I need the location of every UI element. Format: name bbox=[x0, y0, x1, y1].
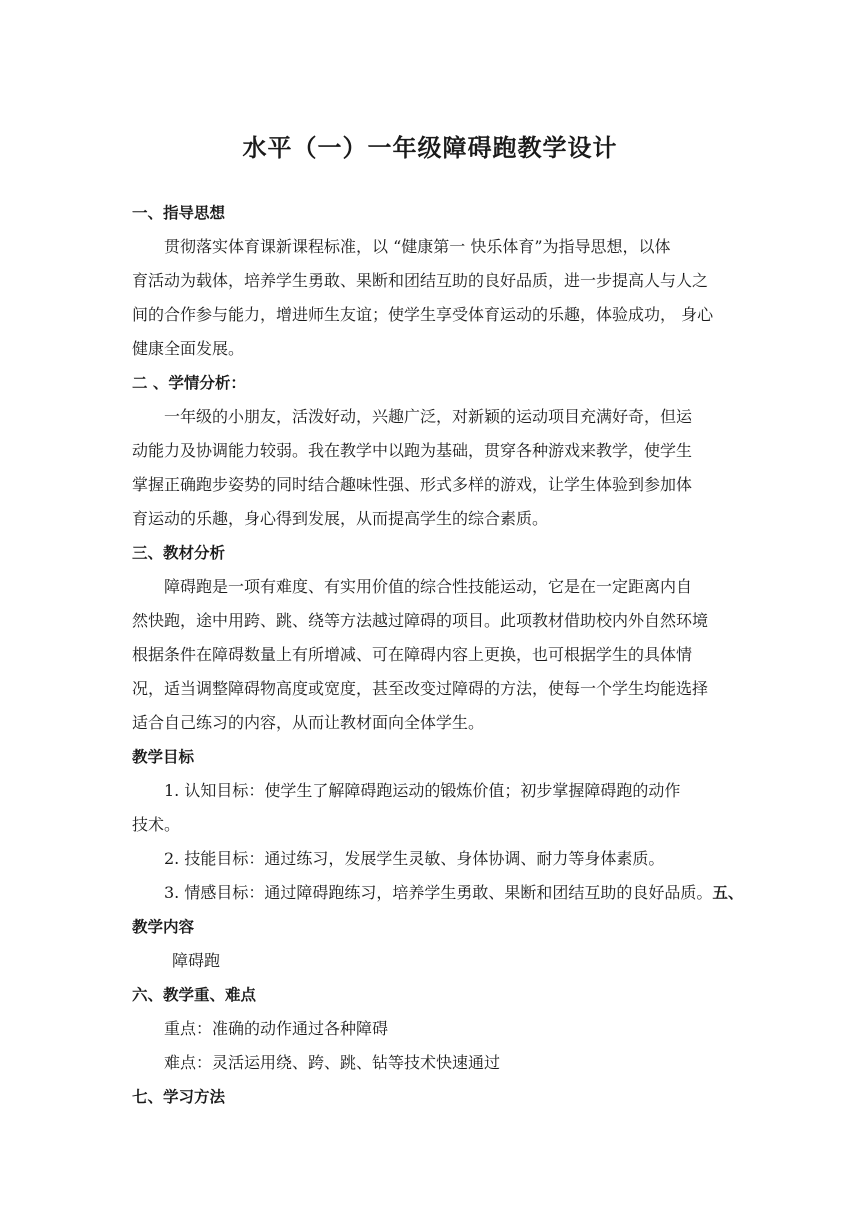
paragraph-teaching-content bbox=[132, 944, 732, 978]
text-line: 育运动的乐趣，身心得到发展，从而提高学生的综合素质。 bbox=[132, 509, 549, 528]
text-line: 适合自己练习的内容，从而让教材面向全体学生。 bbox=[132, 713, 485, 732]
paragraph-material-analysis bbox=[132, 570, 732, 740]
key-point-text: 重点：准确的动作通过各种障碍 bbox=[164, 1019, 389, 1038]
paragraph-student-analysis bbox=[132, 400, 732, 536]
text-line: 况，适当调整障碍物高度或宽度，甚至改变过障碍的方法，使每一个学生均能选择 bbox=[132, 679, 709, 698]
section-heading-teaching-goals: 教学目标 bbox=[132, 748, 195, 766]
text-line: 掌握正确跑步姿势的同时结合趣味性强、形式多样的游戏，让学生体验到参加体 bbox=[132, 475, 693, 494]
document-title: 水平（一）一年级障碍跑教学设计 bbox=[242, 134, 618, 162]
goal-emotional-text: 3. 情感目标：通过障碍跑练习，培养学生勇敢、果断和团结互助的良好品质。 bbox=[164, 883, 713, 902]
section-heading-learning-methods: 七、学习方法 bbox=[132, 1088, 226, 1106]
goal-cognitive-line-2: 技术。 bbox=[132, 815, 181, 834]
goal-skill: 2. 技能目标：通过练习，发展学生灵敏、身体协调、耐力等身体素质。 bbox=[164, 849, 665, 868]
text-line: 然快跑，途中用跨、跳、绕等方法越过障碍的项目。此项教材借助校内外自然环境 bbox=[132, 611, 709, 630]
text-line: 间的合作参与能力，增进师生友谊；使学生享受体育运动的乐趣，体验成功， 身心 bbox=[132, 305, 714, 324]
section-heading-key-points: 六、教学重、难点 bbox=[132, 986, 257, 1004]
section-number-five: 五、 bbox=[712, 884, 744, 902]
text-line: 贯彻落实体育课新课程标准，以 “健康第一 快乐体育”为指导思想，以体 bbox=[164, 237, 671, 256]
paragraph-key-points bbox=[132, 1012, 732, 1080]
text-line: 健康全面发展。 bbox=[132, 339, 245, 358]
document-body bbox=[132, 196, 744, 1114]
goal-cognitive-line-1: 1. 认知目标：使学生了解障碍跑运动的锻炼价值；初步掌握障碍跑的动作 bbox=[164, 781, 681, 800]
text-line: 动能力及协调能力较弱。我在教学中以跑为基础，贯穿各种游戏来教学，使学生 bbox=[132, 441, 693, 460]
paragraph-teaching-goals bbox=[132, 774, 744, 910]
text-line: 育活动为载体，培养学生勇敢、果断和团结互助的良好品质，进一步提高人与人之 bbox=[132, 271, 709, 290]
teaching-content-text: 障碍跑 bbox=[172, 951, 221, 970]
section-heading-student-analysis: 二 、学情分析： bbox=[132, 374, 246, 392]
section-heading-teaching-content: 教学内容 bbox=[132, 918, 195, 936]
section-heading-guiding-ideology: 一、指导思想 bbox=[132, 204, 226, 222]
goal-emotional bbox=[132, 876, 744, 910]
paragraph-guiding-ideology bbox=[132, 230, 732, 366]
text-line: 一年级的小朋友，活泼好动，兴趣广泛，对新颖的运动项目充满好奇，但运 bbox=[164, 407, 693, 426]
section-heading-material-analysis: 三、教材分析 bbox=[132, 544, 226, 562]
text-line: 障碍跑是一项有难度、有实用价值的综合性技能运动，它是在一定距离内自 bbox=[164, 577, 693, 596]
difficult-point-text: 难点：灵活运用绕、跨、跳、钻等技术快速通过 bbox=[164, 1053, 501, 1072]
text-line: 根据条件在障碍数量上有所增减、可在障碍内容上更换，也可根据学生的具体情 bbox=[132, 645, 693, 664]
